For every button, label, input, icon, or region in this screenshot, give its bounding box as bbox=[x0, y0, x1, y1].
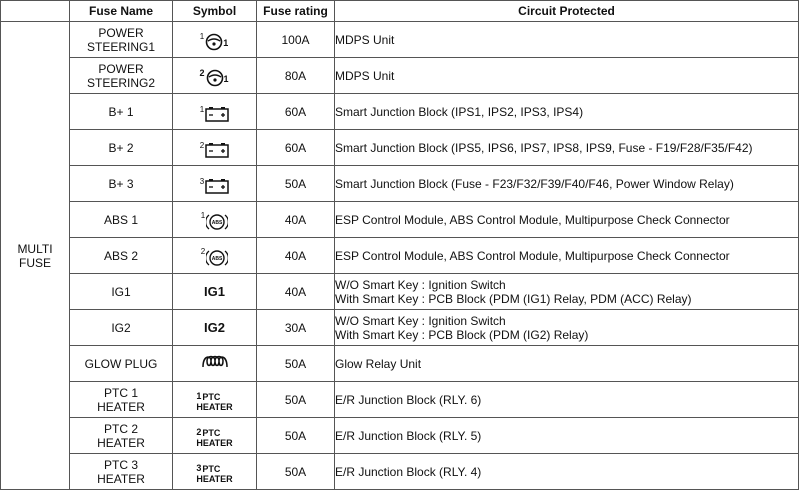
fuse-name bbox=[70, 454, 173, 490]
glow-plug-icon bbox=[201, 353, 229, 371]
circuit-line: ESP Control Module, ABS Control Module, Multipurpose Check Connector bbox=[335, 212, 730, 227]
circuit-line: Smart Junction Block (Fuse - F23/F32/F39/F40/F46, Power Window Relay) bbox=[335, 176, 734, 191]
circuit-protected bbox=[335, 310, 799, 346]
group-label: MULTI FUSE bbox=[1, 22, 70, 490]
symbol-cell bbox=[173, 274, 257, 310]
circuit-protected bbox=[335, 238, 799, 274]
circuit-protected bbox=[335, 202, 799, 238]
symbol-suffix: 1 bbox=[223, 73, 229, 84]
fuse-rating: 60A bbox=[257, 130, 335, 166]
fuse-rating: 50A bbox=[257, 382, 335, 418]
ptc-heater-icon bbox=[196, 463, 233, 484]
ptc-text: PTC bbox=[202, 391, 221, 402]
symbol-cell bbox=[173, 94, 257, 130]
table-row bbox=[1, 130, 799, 166]
fuse-name: ABS 2 bbox=[70, 238, 173, 274]
header-symbol: Symbol bbox=[173, 1, 257, 22]
symbol-text: IG1 bbox=[204, 283, 225, 299]
heater-text: HEATER bbox=[196, 437, 233, 448]
symbol-cell bbox=[173, 346, 257, 382]
symbol-cell bbox=[173, 418, 257, 454]
fuse-rating: 100A bbox=[257, 22, 335, 58]
circuit-line: E/R Junction Block (RLY. 4) bbox=[335, 464, 482, 479]
circuit-line: W/O Smart Key : Ignition Switch bbox=[335, 277, 506, 292]
fuse-name bbox=[70, 418, 173, 454]
symbol-text: IG2 bbox=[204, 319, 225, 335]
circuit-line: With Smart Key : PCB Block (PDM (IG2) Relay) bbox=[335, 327, 589, 342]
table-row bbox=[1, 94, 799, 130]
symbol-cell bbox=[173, 202, 257, 238]
circuit-protected bbox=[335, 58, 799, 94]
symbol-cell bbox=[173, 22, 257, 58]
battery-icon bbox=[205, 178, 229, 194]
fuse-name: B+ 3 bbox=[70, 166, 173, 202]
table-row bbox=[1, 58, 799, 94]
symbol-number: 1 bbox=[199, 105, 205, 114]
fuse-name bbox=[70, 382, 173, 418]
fuse-rating: 40A bbox=[257, 274, 335, 310]
fuse-name: GLOW PLUG bbox=[70, 346, 173, 382]
ptc-text: PTC bbox=[202, 427, 221, 438]
circuit-line: MDPS Unit bbox=[335, 68, 395, 83]
symbol-number: 3 bbox=[199, 177, 205, 186]
circuit-line: W/O Smart Key : Ignition Switch bbox=[335, 313, 506, 328]
symbol-number: 2 bbox=[196, 426, 202, 437]
circuit-line: Smart Junction Block (IPS5, IPS6, IPS7, IPS8, IPS9, Fuse - F19/F28/F35/F42) bbox=[335, 140, 753, 155]
symbol-cell bbox=[173, 382, 257, 418]
header-circuit-protected: Circuit Protected bbox=[335, 1, 799, 22]
circuit-protected bbox=[335, 454, 799, 490]
symbol-cell bbox=[173, 238, 257, 274]
fuse-rating: 40A bbox=[257, 202, 335, 238]
table-row bbox=[1, 418, 799, 454]
symbol-cell bbox=[173, 130, 257, 166]
battery-icon bbox=[205, 142, 229, 158]
circuit-protected bbox=[335, 418, 799, 454]
circuit-protected bbox=[335, 382, 799, 418]
fuse-rating: 60A bbox=[257, 94, 335, 130]
fuse-name: IG2 bbox=[70, 310, 173, 346]
table-row bbox=[1, 346, 799, 382]
ptc-text: PTC bbox=[202, 463, 221, 474]
circuit-line: ESP Control Module, ABS Control Module, Multipurpose Check Connector bbox=[335, 248, 730, 263]
steering-wheel-icon bbox=[205, 33, 223, 51]
ptc-heater-icon bbox=[196, 427, 233, 448]
circuit-line: Glow Relay Unit bbox=[335, 356, 422, 371]
abs-icon-text: ABS bbox=[211, 256, 223, 262]
steering-wheel-icon bbox=[206, 69, 224, 87]
heater-text: HEATER bbox=[196, 473, 233, 484]
symbol-number: 2 bbox=[199, 141, 205, 150]
fuse-rating: 50A bbox=[257, 418, 335, 454]
circuit-protected bbox=[335, 346, 799, 382]
circuit-protected bbox=[335, 274, 799, 310]
fuse-rating: 30A bbox=[257, 310, 335, 346]
table-row bbox=[1, 238, 799, 274]
fuse-rating: 50A bbox=[257, 454, 335, 490]
circuit-line: E/R Junction Block (RLY. 5) bbox=[335, 428, 482, 443]
abs-icon bbox=[206, 212, 228, 232]
fuse-name: ABS 1 bbox=[70, 202, 173, 238]
table-row bbox=[1, 202, 799, 238]
symbol-cell bbox=[173, 166, 257, 202]
table-row bbox=[1, 274, 799, 310]
header-fuse-name: Fuse Name bbox=[70, 1, 173, 22]
circuit-line: MDPS Unit bbox=[335, 32, 395, 47]
fuse-name: B+ 2 bbox=[70, 130, 173, 166]
symbol-cell bbox=[173, 310, 257, 346]
fuse-rating: 50A bbox=[257, 166, 335, 202]
header-group bbox=[1, 1, 70, 22]
symbol-cell bbox=[173, 454, 257, 490]
fuse-name-text: PTC 1 HEATER bbox=[97, 385, 145, 414]
fuse-name-text: PTC 2 HEATER bbox=[97, 421, 145, 450]
table-row bbox=[1, 310, 799, 346]
circuit-protected bbox=[335, 130, 799, 166]
abs-icon-text: ABS bbox=[211, 220, 223, 226]
fuse-name-text: PTC 3 HEATER bbox=[97, 457, 145, 486]
abs-icon bbox=[206, 248, 228, 268]
fuse-name: B+ 1 bbox=[70, 94, 173, 130]
symbol-number: 1 bbox=[196, 390, 202, 401]
circuit-line: Smart Junction Block (IPS1, IPS2, IPS3, IPS4) bbox=[335, 104, 584, 119]
fuse-name: POWER STEERING2 bbox=[70, 58, 173, 94]
symbol-number: 1 bbox=[199, 32, 205, 41]
circuit-protected bbox=[335, 166, 799, 202]
battery-icon bbox=[205, 106, 229, 122]
symbol-cell bbox=[173, 58, 257, 94]
ptc-heater-icon bbox=[196, 391, 233, 412]
symbol-number: 2 bbox=[200, 247, 206, 256]
heater-text: HEATER bbox=[196, 401, 233, 412]
symbol-number: 1 bbox=[200, 211, 206, 220]
fuse-name: POWER STEERING1 bbox=[70, 22, 173, 58]
symbol-number: 3 bbox=[196, 462, 202, 473]
header-fuse-rating: Fuse rating bbox=[257, 1, 335, 22]
table-row bbox=[1, 382, 799, 418]
circuit-line: With Smart Key : PCB Block (PDM (IG1) Relay, PDM (ACC) Relay) bbox=[335, 291, 692, 306]
circuit-protected bbox=[335, 94, 799, 130]
table-row bbox=[1, 166, 799, 202]
symbol-suffix: 1 bbox=[223, 38, 229, 48]
symbol-number: 2 bbox=[199, 67, 205, 78]
header-row bbox=[1, 1, 799, 22]
circuit-protected bbox=[335, 22, 799, 58]
fuse-rating: 50A bbox=[257, 346, 335, 382]
fuse-rating: 40A bbox=[257, 238, 335, 274]
fuse-rating: 80A bbox=[257, 58, 335, 94]
table-row bbox=[1, 454, 799, 490]
fuse-name: IG1 bbox=[70, 274, 173, 310]
circuit-line: E/R Junction Block (RLY. 6) bbox=[335, 392, 482, 407]
table-row bbox=[1, 22, 799, 58]
